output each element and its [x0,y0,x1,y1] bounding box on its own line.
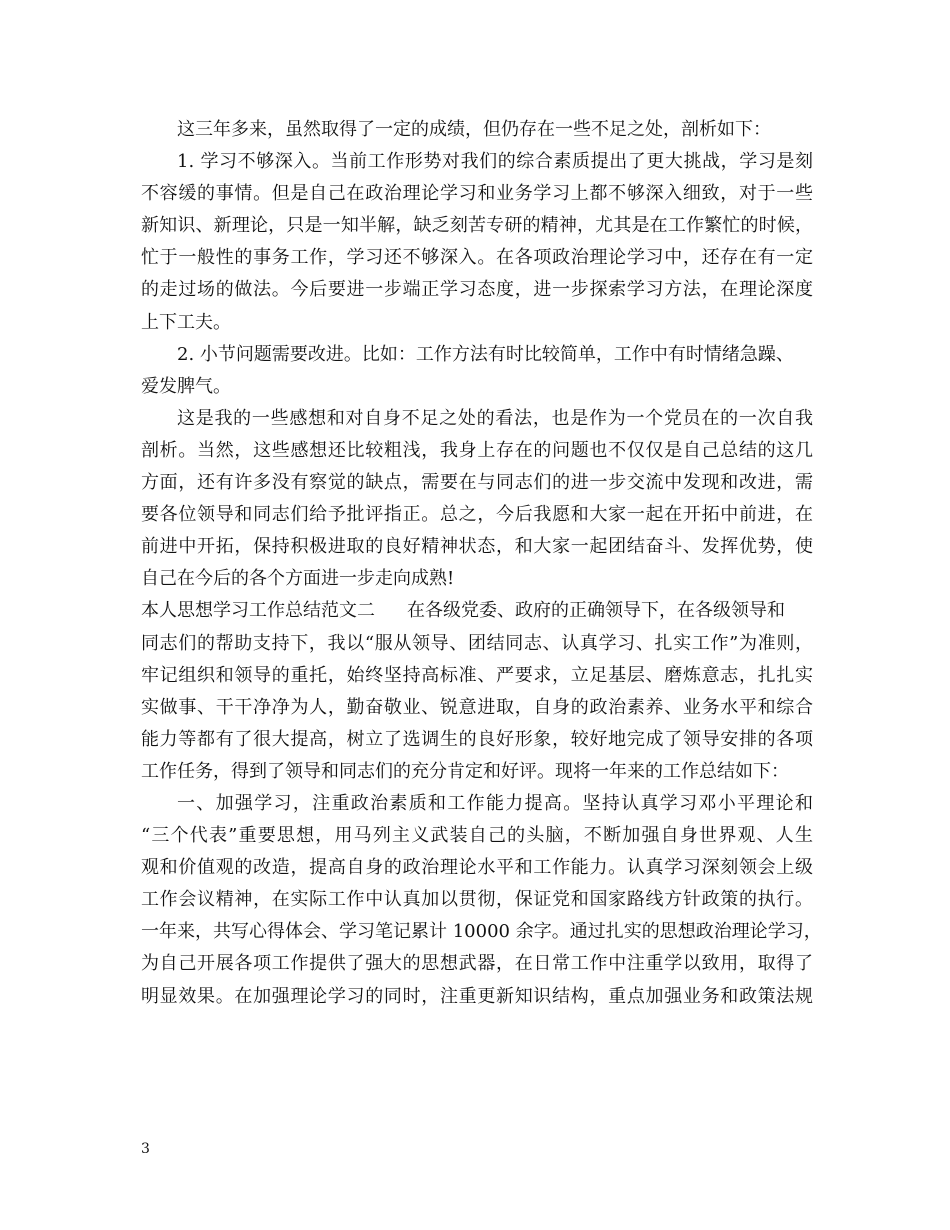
text-line: 上下工夫。 [141,311,231,333]
text-line: 一年来，共写心得体会、学习笔记累计 10000 余字。通过扎实的思想政治理论学习， [141,921,822,943]
section-heading: 本人思想学习工作总结范文二 [141,600,375,622]
text-line: 观和价值观的改造，提高自身的政治理论水平和工作能力。认真学习深刻领会上级 [141,857,813,879]
text-line: 这三年多来，虽然取得了一定的成绩，但仍存在一些不足之处，剖析如下： [177,119,771,140]
section-heading-line [141,595,813,627]
text-line: 方面，还有许多没有察觉的缺点，需要在与同志们的进一步交流中发现和改进，需 [141,472,813,494]
text-line: 为自己开展各项工作提供了强大的思想武器，在日常工作中注重学以致用，取得了 [141,953,813,975]
text-line: 不容缓的事情。但是自己在政治理论学习和业务学习上都不够深入细致，对于一些 [141,183,813,205]
text-line: 明显效果。在加强理论学习的同时，注重更新知识结构，重点加强业务和政策法规 [141,985,813,1007]
text-line: 要各位领导和同志们给予批评指正。总之，今后我愿和大家一起在开拓中前进，在 [141,504,813,526]
page-number: 3 [141,1141,150,1157]
text-line: 实做事、干干净净为人，勤奋敬业、锐意进取，自身的政治素养、业务水平和综合 [141,696,813,718]
text-line: 一、加强学习，注重政治素质和工作能力提高。坚持认真学习邓小平理论和 [177,792,813,814]
text-line: 忙于一般性的事务工作，学习还不够深入。在各项政治理论学习中，还存在有一定 [141,247,813,269]
text-line: 剖析。当然，这些感想还比较粗浅，我身上存在的问题也不仅仅是自己总结的这几 [141,439,813,461]
text-segment: 在各级党委、政府的正确领导下，在各级领导和 [407,600,785,622]
text-line: 爱发脾气。 [141,375,231,397]
text-line: 1. 学习不够深入。当前工作形势对我们的综合素质提出了更大挑战，学习是刻 [177,151,813,173]
text-line: 自己在今后的各个方面进一步走向成熟! [141,568,455,590]
text-line: 同志们的帮助支持下，我以“服从领导、团结同志、认真学习、扎实工作”为准则， [141,632,813,654]
text-line: “三个代表”重要思想，用马列主义武装自己的头脑，不断加强自身世界观、人生 [141,825,813,847]
document-body [141,114,822,1013]
text-line: 新知识、新理论，只是一知半解，缺乏刻苦专研的精神，尤其是在工作繁忙的时候， [141,215,813,237]
text-line: 前进中开拓，保持积极进取的良好精神状态，和大家一起团结奋斗、发挥优势，使 [141,536,813,558]
text-line: 工作任务，得到了领导和同志们的充分肯定和好评。现将一年来的工作总结如下： [141,760,789,782]
text-line: 牢记组织和领导的重托，始终坚持高标准、严要求，立足基层、磨炼意志，扎扎实 [141,664,813,686]
text-line: 这是我的一些感想和对自身不足之处的看法，也是作为一个党员在的一次自我 [177,407,813,429]
text-line: 工作会议精神，在实际工作中认真加以贯彻，保证党和国家路线方针政策的执行。 [141,889,813,911]
text-line: 2. 小节问题需要改进。比如：工作方法有时比较简单，工作中有时情绪急躁、 [177,343,794,365]
text-line: 的走过场的做法。今后要进一步端正学习态度，进一步探索学习方法，在理论深度 [141,279,813,301]
text-line: 能力等都有了很大提高，树立了选调生的良好形象，较好地完成了领导安排的各项 [141,728,813,750]
